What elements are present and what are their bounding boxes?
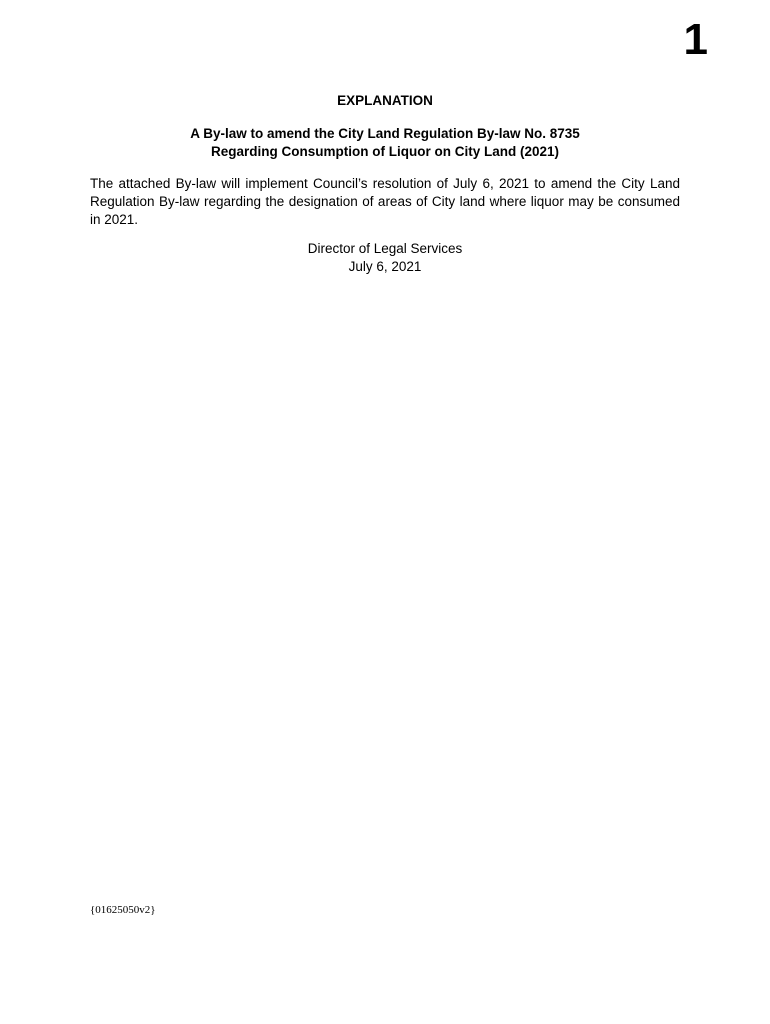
signature-block [0,240,770,276]
bylaw-title [0,125,770,161]
bylaw-title-line-1: A By-law to amend the City Land Regulation By-law No. 8735 [190,126,580,141]
explanation-paragraph: The attached By-law will implement Council’s resolution of July 6, 2021 to amend the City Land Regulation By-law regarding the designation of areas of City land where liquor may be consumed in 2021. [90,176,680,227]
page-number: 1 [683,15,708,64]
signature-date: July 6, 2021 [348,259,422,274]
document-reference: {01625050v2} [90,904,156,916]
bylaw-title-line-2: Regarding Consumption of Liquor on City Land (2021) [211,144,559,159]
signatory-title: Director of Legal Services [307,241,463,256]
explanation-heading: EXPLANATION [337,93,433,108]
